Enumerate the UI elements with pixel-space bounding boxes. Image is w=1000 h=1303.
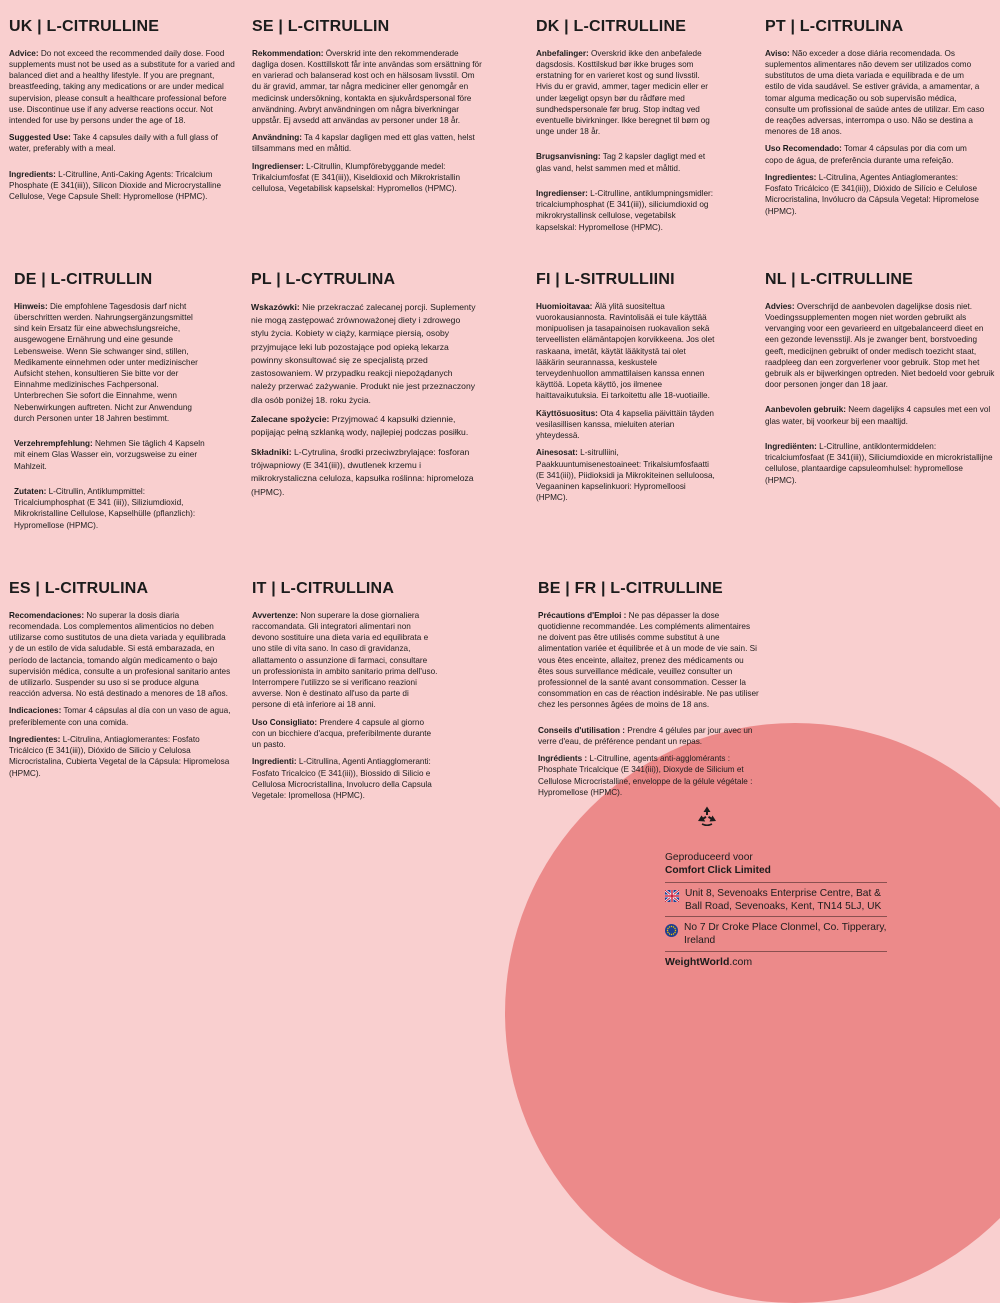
ingredients-text: Ingredienti: L-Citrullina, Agenti Antiagglomeranti: Fosfato Tricalcico (E 341(iii)), Biossido di Silicio e Cellulosa Microcristallina, Involucro della Capsula Vegetale: Ipromellosa (HPMC). <box>252 757 432 801</box>
section-heading: UK | L-CITRULLINE <box>9 18 160 35</box>
ingredients-text: Zutaten: L-Citrullin, Antiklumpmittel: Tricalciumphosphat (E 341 (iii)), Siliziumdioxid, Mikrokristalline Cellulose, Kapselhülle (pflanzlich): Hypromellose (HPMC). <box>14 486 196 530</box>
usage-text: Användning: Ta 4 kapslar dagligen med ett glas vatten, helst tillsammans med en måltid. <box>252 133 475 154</box>
section-be-fr <box>538 580 760 804</box>
ie-address-text: No 7 Dr Croke Place Clonmel, Co. Tipperary, Ireland <box>684 922 887 947</box>
ingredients-text: Ingrédients : L-Citrulline, agents anti-agglomérants : Phosphate Tricalcique (E 341(iii)), Dioxyde de Silicium et Cellulose Microcristalline, enveloppe de la gélule végétale : Hypromellose (HPMC). <box>538 754 753 797</box>
ie-address-row <box>665 916 887 952</box>
section-it <box>252 580 438 807</box>
company-name: Comfort Click Limited <box>665 865 771 877</box>
usage-text: Conseils d'utilisation : Prendre 4 gélules par jour avec un verre d'eau, de préférence pendant un repas. <box>538 725 753 746</box>
section-pt <box>765 18 985 223</box>
ingredients-text: Ingredientes: L-Citrulina, Antiaglomerantes: Fosfato Tricálcico (E 341(iii)), Dióxido de Silicio y Celulosa Microcristalina, Cubierta Vegetal de la Cápsula: Hipromelosa (HPMC). <box>9 734 230 778</box>
usage-text: Suggested Use: Take 4 capsules daily with a full glass of water, preferably with a meal. <box>9 133 218 154</box>
advice-text: Recomendaciones: No superar la dosis diaria recomendada. Los complementos alimenticios no deben utilizarse como sustitutos de una dieta variada y equilibrada y de un estilo de vida saludable. Si está embarazada, en período de lactancia, tomando algún medicamento o bajo supervisión médica, consulte a un profesional sanitario antes de utilizarlo. Suspender su uso si se produce alguna reacción adversa. No está destinado a menores de 18 años. <box>9 610 231 699</box>
section-se <box>252 18 484 200</box>
section-fi <box>536 271 716 510</box>
section-de <box>14 271 210 537</box>
usage-text: Aanbevolen gebruik: Neem dagelijks 4 capsules met een vol glas water, bij voorkeur bij een maaltijd. <box>765 405 991 426</box>
advice-text: Précautions d'Emploi : Ne pas dépasser la dose quotidienne recommandée. Les compléments alimentaires ne doivent pas être utilisés comme substitut à une alimentation variée et équilibrée et à un mode de vie sain. Si vous êtes enceinte, allaitez, prenez des médicaments ou êtes sous surveillance médicale, veuillez consulter un professionnel de la santé avant consommation. Cesser la consommation en cas de réaction indésirable. Ne pas utiliser chez les personnes âgées de moins de 18 ans. <box>538 610 759 710</box>
uk-flag-icon <box>665 890 679 902</box>
usage-text: Brugsanvisning: Tag 2 kapsler dagligt med et glas vand, helst sammen med et måltid. <box>536 152 706 173</box>
uk-address-row <box>665 882 887 917</box>
usage-text: Uso Recomendado: Tomar 4 cápsulas por dia com um copo de água, de preferência durante uma refeição. <box>765 144 967 165</box>
ingredients-text: Ingredientes: L-Citrulina, Agentes Antiaglomerantes: Fosfato Tricálcico (E 341(iii)), Dióxido de Silício e Celulose Microcristalina, Invólucro da Cápsula Vegetal: Hipromelose (HPMC). <box>765 172 979 216</box>
section-pl <box>251 271 479 505</box>
usage-text: Verzehrempfehlung: Nehmen Sie täglich 4 Kapseln mit einem Glas Wasser ein, vorzugsweise zu einer Mahlzeit. <box>14 439 205 471</box>
section-heading: ES | L-CITRULINA <box>9 580 149 597</box>
ingredients-text: Składniki: L-Cytrulina, środki przeciwzbrylające: fosforan trójwapniowy (E 341(iii)), dwutlenek krzemu i mikrokrystaliczna celuloza, kapsułka roślinna: hipromeloza (HPMC). <box>251 446 474 497</box>
advice-text: Anbefalinger: Overskrid ikke den anbefalede dagsdosis. Kosttilskud bør ikke bruges som erstatning for en varieret kost og sund livsstil. Hvis du er gravid, ammer, tager medicin eller er under lægeligt opsyn bør du rådføre med sundhedspersonale før brug. Stop indtag ved eventuelle bivirkninger. Ikke beregnet til børn og unge under 18 år. <box>536 48 710 137</box>
uk-address-text: Unit 8, Sevenoaks Enterprise Centre, Bat & Ball Road, Sevenoaks, Kent, TN14 5LJ, UK <box>685 887 882 912</box>
usage-text: Indicaciones: Tomar 4 cápsulas al día con un vaso de agua, preferiblemente con una comida. <box>9 706 231 727</box>
usage-text: Uso Consigliato: Prendere 4 capsule al giorno con un bicchiere d'acqua, preferibilmente durante un pasto. <box>252 717 432 750</box>
produced-for-label: Geproduceerd voor <box>665 852 753 863</box>
usage-text: Zalecane spożycie: Przyjmować 4 kapsułki dziennie, popijając pełną szklanką wody, najlepiej podczas posiłku. <box>251 414 469 438</box>
section-es <box>9 580 231 785</box>
section-heading: PT | L-CITRULINA <box>765 18 904 35</box>
advice-text: Advies: Overschrijd de aanbevolen dagelijkse dosis niet. Voedingssupplementen mogen niet worden gebruikt als vervanging voor een gevarieerd en uitgebalanceerd dieet en een gezonde levensstijl. Als je zwanger bent, borstvoeding geeft, medicijnen gebruikt of onder medisch toezicht staat, raadpleeg dan een zorgverlener voor gebruik. Stop met het gebruik als er bijwerkingen optreden. Niet bedoeld voor gebruik door personen jonger dan 18 jaar. <box>765 301 995 390</box>
advice-text: Hinweis: Die empfohlene Tagesdosis darf nicht überschritten werden. Nahrungsergänzungsmittel sind kein Ersatz für eine abwechslungsreiche, ausgewogene Ernährung und eine gesunde Lebensweise. Wenn Sie schwanger sind, stillen, Medikamente einnehmen oder unter medizinischer Aufsicht stehen, konsultieren Sie bitte vor der Einnahme medizinisches Fachpersonal. Unterbrechen Sie sofort die Einnahme, wenn Nebenwirkungen auftreten. Nicht zur Anwendung durch Personen unter 18 Jahren bestimmt. <box>14 301 198 423</box>
advice-text: Advice: Do not exceed the recommended daily dose. Food supplements must not be used as a substitute for a varied and balanced diet and a healthy lifestyle. If you are pregnant, breastfeeding, taking any medications or are under medical supervision, please consult a healthcare professional before use. Discontinue use if any adverse reactions occur. Not intended for use by persons under the age of 18. <box>9 48 235 125</box>
ingredients-text: Ainesosat: L-sitrulliini, Paakkuuntumisenestoaineet: Trikalsiumfosfaatti (E 341(iii)), Piidioksidi ja Mikrokiteinen selluloosa, Vegaaninen kapselinkuori: Hypromelloosi (HPMC). <box>536 448 715 503</box>
section-heading: DK | L-CITRULLINE <box>536 18 687 35</box>
decorative-circle <box>505 723 1000 1303</box>
ingredients-text: Ingredienser: L-Citrulline, antiklumpningsmidler: tricalciumphosphat (E 341(iii)), siliciumdioxid og mikrokrystallinsk cellulose, vegetabilsk kapselskal: Hypromellose (HPMC). <box>536 188 714 232</box>
section-heading: DE | L-CITRULLIN <box>14 271 153 288</box>
eu-flag-icon <box>665 924 678 937</box>
section-heading: IT | L-CITRULLINA <box>252 580 395 597</box>
advice-text: Avvertenze: Non superare la dose giornaliera raccomandata. Gli integratori alimentari non devono sostituire una dieta varia ed equilibrata e uno stile di vita sano. In caso di gravidanza, allattamento o assunzione di farmaci, consultare un professionista in ambito sanitario prima dell'uso. Interrompere l'utilizzo se si verificano reazioni avverse. Non è destinato all'uso da parte di persone di età inferiore ai 18 anni. <box>252 610 438 710</box>
section-heading: SE | L-CITRULLIN <box>252 18 390 35</box>
advice-text: Huomioitavaa: Älä ylitä suositeltua vuorokausiannosta. Ravintolisää ei tule käyttää monipuolisen ja tasapainoisen ruokavalion sekä terveellisten elämäntapojen korvikkeena. Jos olet raskaana, imetät, käytät lääkitystä tai olet lääkärin seurannassa, keskustele terveydenhuollon ammattilaisen kanssa ennen käyttöä. Lopeta käyttö, jos ilmenee haittavaikutuksia. Ei tarkoitettu alle 18-vuotiaille. <box>536 301 715 401</box>
company-info <box>665 851 887 969</box>
advice-text: Rekommendation: Överskrid inte den rekommenderade dagliga dosen. Kosttillskott får inte användas som ersättning för en varierad och balanserad kost och en hälsosam livsstil. Om du är gravid, ammar, tar några mediciner eller genomgår en medicinsk undersökning, kontakta en sjukvårdspersonal före användning. Avbryt användningen om några biverkningar uppstår. Ej avsedd att användas av personer under 18 år. <box>252 48 482 125</box>
section-dk <box>536 18 716 239</box>
advice-text: Wskazówki: Nie przekraczać zalecanej porcji. Suplementy nie mogą zastępować zrównoważonej diety i zdrowego stylu życia. Kobiety w ciąży, karmiące piersią, osoby przyjmujące leki lub pozostające pod opieką lekarza powinny skonsultować się ze specjalistą przed zastosowaniem. W przypadku reakcji niepożądanych należy przerwać zażywanie. Produkt nie jest przeznaczony dla osób poniżej 18. roku życia. <box>251 301 476 405</box>
website-link[interactable]: WeightWorld.com <box>665 955 753 968</box>
section-uk <box>9 18 241 208</box>
section-heading: BE | FR | L-CITRULLINE <box>538 580 723 597</box>
section-heading: NL | L-CITRULLINE <box>765 271 914 288</box>
section-heading: PL | L-CYTRULINA <box>251 271 396 288</box>
advice-text: Aviso: Não exceder a dose diária recomendada. Os suplementos alimentares não devem ser utilizados como substitutos de uma dieta variada e equilibrada e de um estilo de vida saudável. Se estiver grávida, a amamentar, a tomar alguma medicação ou sob supervisão médica, consulte um profissional de saúde antes de utilizar. Em caso de reações adversas, interrompa o uso. Não se destina a menores de 18 anos. <box>765 48 985 137</box>
recycle-icon <box>695 804 719 828</box>
section-heading: FI | L-SITRULLIINI <box>536 271 675 288</box>
section-nl <box>765 271 995 492</box>
ingredients-text: Ingrediënten: L-Citrulline, antiklontermiddelen: tricalciumfosfaat (E 341(iii)), Siliciumdioxide en microkristallijne cellulose, plantaardige capsuleomhulsel: hypromellose (HPMC). <box>765 441 993 485</box>
ingredients-text: Ingredients: L-Citrulline, Anti-Caking Agents: Tricalcium Phosphate (E 341(iii)), Silicon Dioxide and Microcrystalline Cellulose, Vege Capsule Shell: Hypromellose (HPMC). <box>9 169 222 202</box>
ingredients-text: Ingredienser: L-Citrullin, Klumpförebyggande medel: Trikalciumfosfat (E 341(iii)), Kiseldioxid och Mikrokristallin cellulosa, Vegetabilisk kapselskal: Hypromellos (HPMC). <box>252 161 461 194</box>
usage-text: Käyttösuositus: Ota 4 kapselia päivittäin täyden vesilasillisen kanssa, mieluiten aterian yhteydessä. <box>536 408 714 441</box>
